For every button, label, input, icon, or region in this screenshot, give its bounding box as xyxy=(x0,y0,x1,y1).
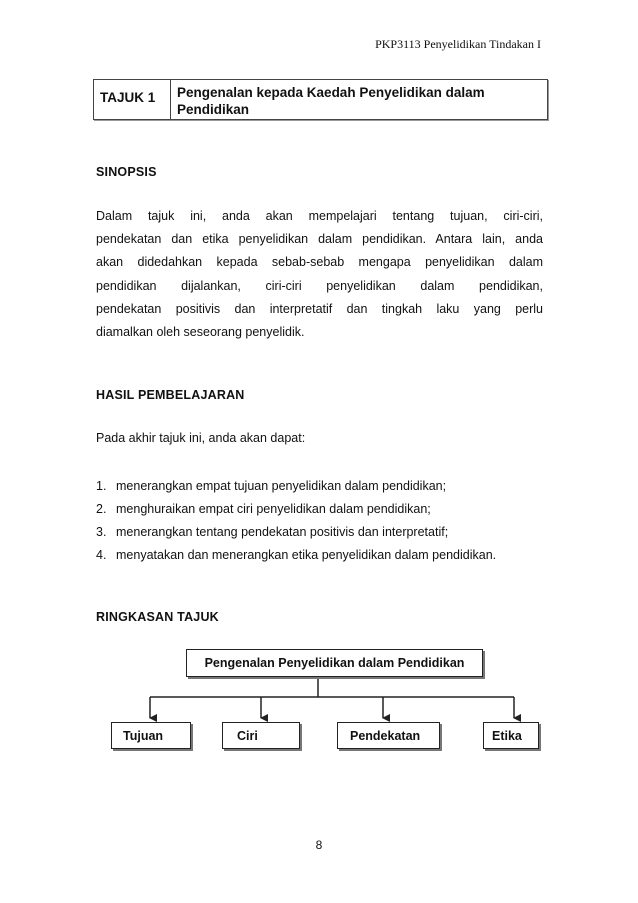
sinopsis-line: akan didedahkan kepada sebab-sebab mengapa penyelidikan dalam xyxy=(96,255,543,270)
sinopsis-paragraph xyxy=(96,205,543,344)
sinopsis-line: diamalkan oleh seseorang penyelidik. xyxy=(96,324,305,339)
topic-title-box xyxy=(93,79,548,120)
topic-title-line-2: Pendidikan xyxy=(177,102,250,117)
sinopsis-line: pendekatan dan etika penyelidikan dalam pendidikan. Antara lain, anda xyxy=(96,232,543,247)
sinopsis-line: pendidikan dijalankan, ciri-ciri penyelidikan dalam pendidikan, xyxy=(96,278,543,293)
ringkasan-heading: RINGKASAN TAJUK xyxy=(96,610,219,624)
summary-root-node: Pengenalan Penyelidikan dalam Pendidikan xyxy=(186,649,483,677)
topic-title xyxy=(171,80,547,119)
learning-outcomes-list xyxy=(96,475,496,567)
hasil-intro: Pada akhir tajuk ini, anda akan dapat: xyxy=(96,431,306,445)
summary-node-pendekatan: Pendekatan xyxy=(337,722,440,749)
summary-node-ciri: Ciri xyxy=(222,722,300,749)
sinopsis-line: pendekatan positivis dan interpretatif dan tingkah laku yang perlu xyxy=(96,301,543,316)
summary-node-etika: Etika xyxy=(483,722,539,749)
running-header: PKP3113 Penyelidikan Tindakan I xyxy=(375,37,541,51)
list-item: 2. menghuraikan empat ciri penyelidikan dalam pendidikan; xyxy=(96,502,431,516)
list-item: 4. menyatakan dan menerangkan etika penyelidikan dalam pendidikan. xyxy=(96,548,497,562)
page-number: 8 xyxy=(315,838,323,852)
hasil-heading: HASIL PEMBELAJARAN xyxy=(96,388,245,402)
sinopsis-heading: SINOPSIS xyxy=(96,165,157,179)
sinopsis-line: Dalam tajuk ini, anda akan mempelajari tentang tujuan, ciri-ciri, xyxy=(96,209,543,223)
topic-title-line-1: Pengenalan kepada Kaedah Penyelidikan dalam xyxy=(177,85,485,100)
topic-number: TAJUK 1 xyxy=(94,80,171,119)
list-item: 3. menerangkan tentang pendekatan positivis dan interpretatif; xyxy=(96,525,449,539)
list-item: 1. menerangkan empat tujuan penyelidikan dalam pendidikan; xyxy=(96,479,447,493)
summary-node-tujuan: Tujuan xyxy=(111,722,191,749)
